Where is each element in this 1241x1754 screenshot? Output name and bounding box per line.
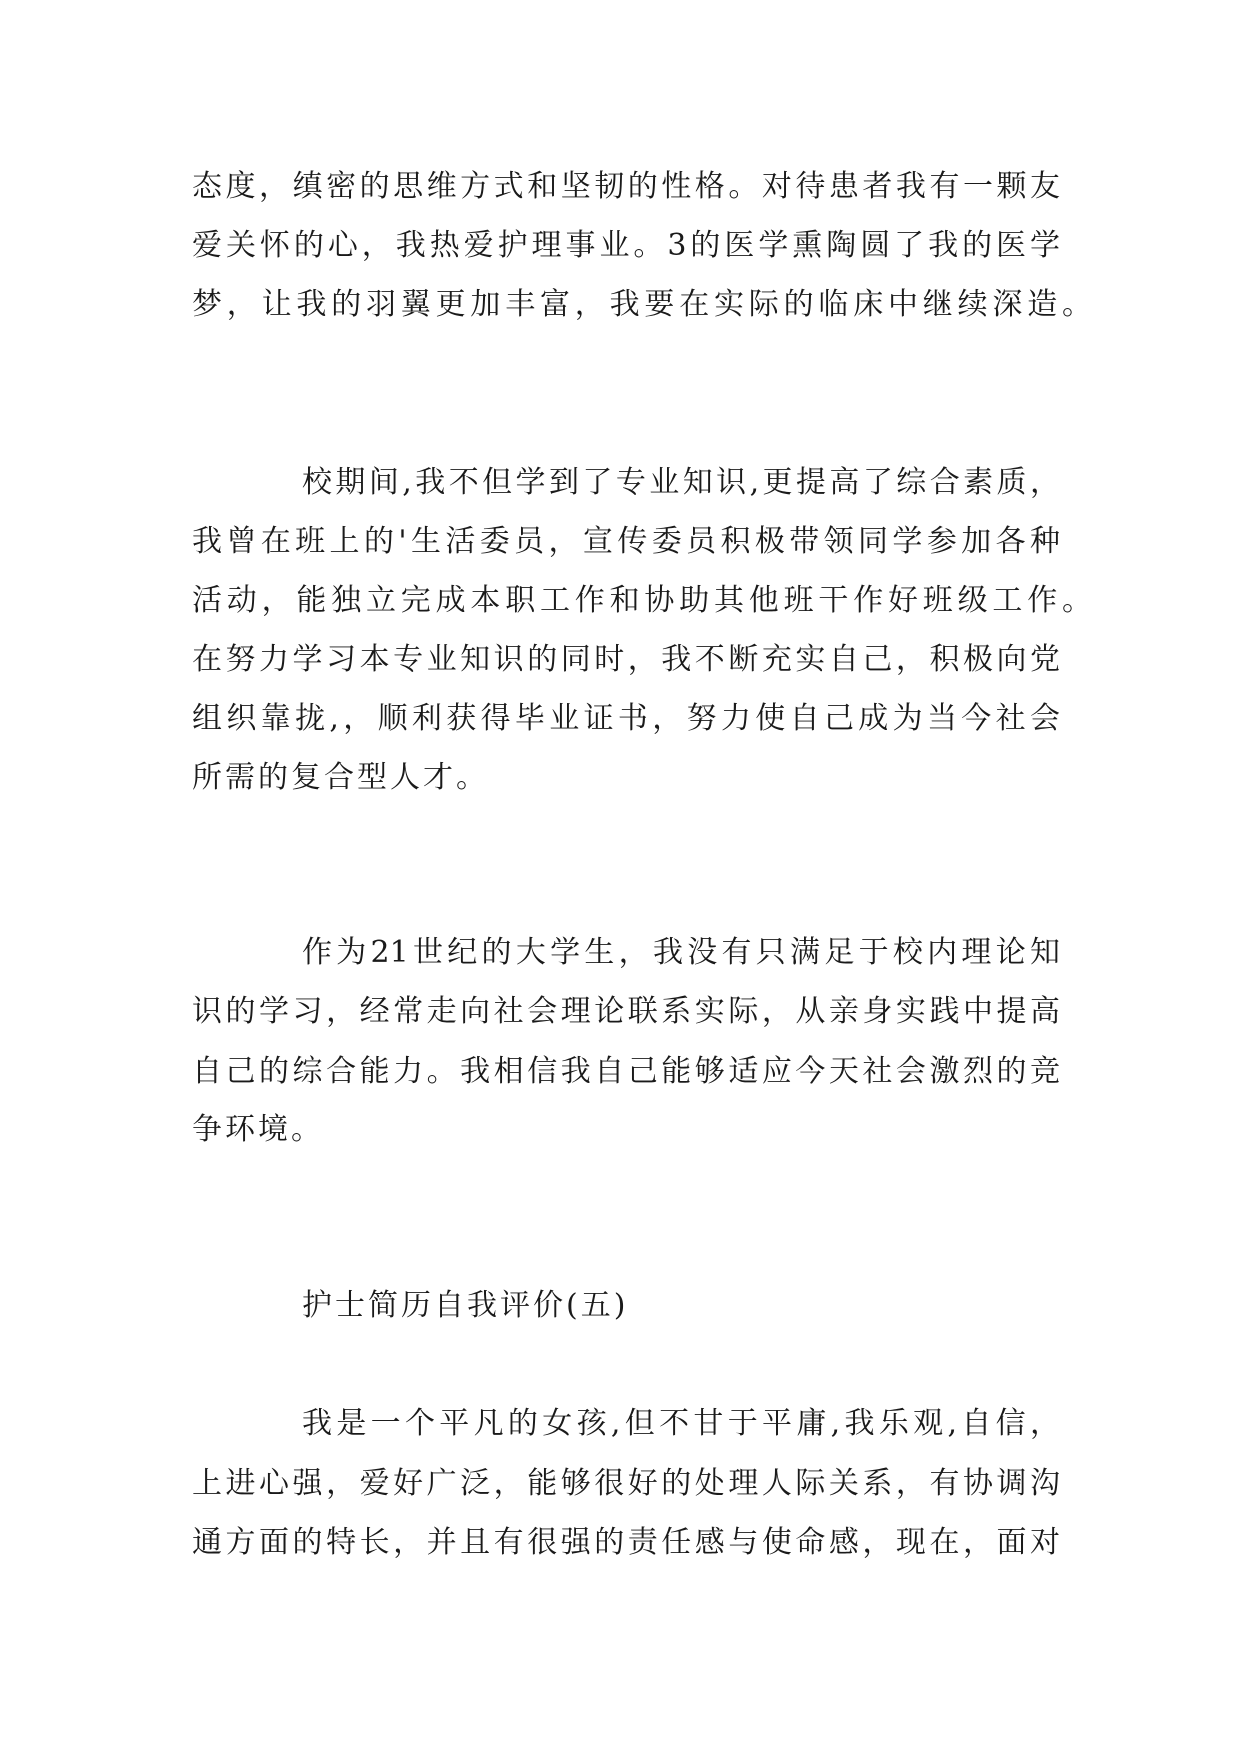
text-line: 活动，能独立完成本职工作和协助其他班干作好班级工作。 — [192, 583, 1092, 618]
text-line: 爱关怀的心，我热爱护理事业。3的医学熏陶圆了我的医学 — [192, 228, 1060, 263]
text-line: 通方面的特长，并且有很强的责任感与使命感，现在，面对 — [192, 1525, 1060, 1560]
text-line: 争环境。 — [192, 1112, 324, 1147]
text-line: 识的学习，经常走向社会理论联系实际，从亲身实践中提高 — [192, 994, 1060, 1029]
text-line: 我是一个平凡的女孩,但不甘于平庸,我乐观,自信， — [302, 1406, 1060, 1441]
text-line: 作为21世纪的大学生，我没有只满足于校内理论知 — [302, 935, 1060, 970]
text-line: 上进心强，爱好广泛，能够很好的处理人际关系，有协调沟 — [192, 1466, 1060, 1501]
text-line: 组织靠拢,，顺利获得毕业证书，努力使自己成为当今社会 — [192, 701, 1060, 736]
text-line: 在努力学习本专业知识的同时，我不断充实自己，积极向党 — [192, 642, 1060, 677]
text-line: 所需的复合型人才。 — [192, 760, 489, 795]
text-line: 自己的综合能力。我相信我自己能够适应今天社会激烈的竞 — [192, 1054, 1060, 1089]
text-line: 我曾在班上的'生活委员，宣传委员积极带领同学参加各种 — [192, 524, 1060, 559]
text-line: 校期间,我不但学到了专业知识,更提高了综合素质， — [302, 465, 1060, 500]
text-line: 态度，缜密的思维方式和坚韧的性格。对待患者我有一颗友 — [192, 169, 1060, 204]
section-heading: 护士简历自我评价(五) — [302, 1288, 629, 1323]
text-line: 梦，让我的羽翼更加丰富，我要在实际的临床中继续深造。 — [192, 287, 1092, 322]
